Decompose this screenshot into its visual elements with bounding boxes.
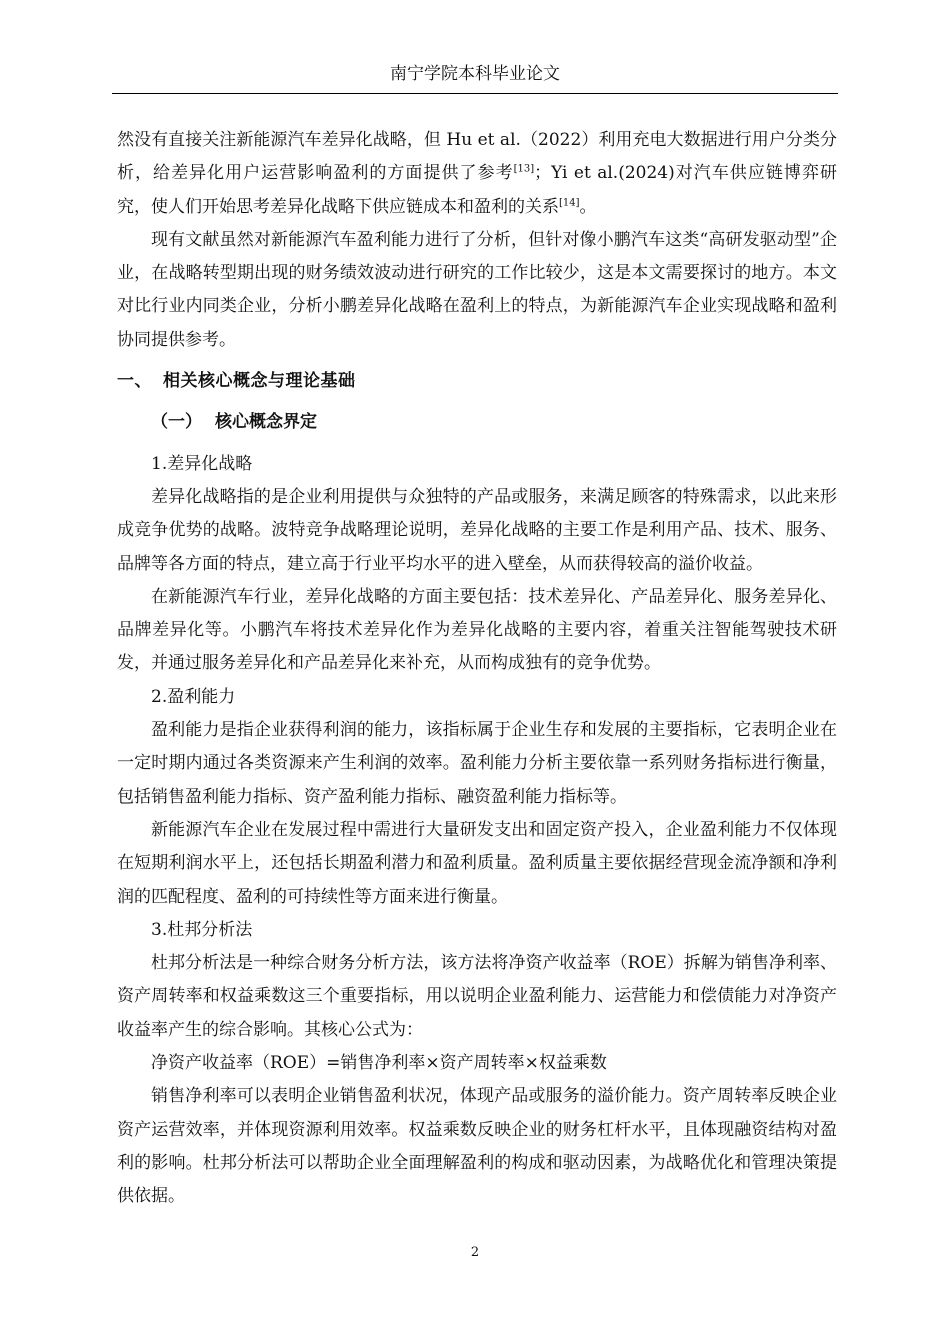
paragraph-differentiation-1: 差异化战略指的是企业利用提供与众独特的产品或服务，来满足顾客的特殊需求，以此来形成竞争优势的战略。波特竞争战略理论说明，差异化战略的主要工作是利用产品、技术、服务、品牌等各方面的特点，建立高于行业平均水平的进入壁垒，从而获得较高的溢价收益。: [117, 486, 837, 574]
subsection-heading: [117, 406, 837, 439]
subheading-profitability: 2.盈利能力: [151, 686, 236, 707]
text-span: 。: [579, 196, 597, 217]
text-span: ；Yi et al.(2024)对汽车供应链博弈研究，使人们开始思考差异化战略下供应链成本和盈利的关系: [117, 163, 837, 217]
dupont-formula: 净资产收益率（ROE）=销售净利率×资产周转率×权益乘数: [151, 1053, 607, 1074]
paragraph-dupont-1: 杜邦分析法是一种综合财务分析方法，该方法将净资产收益率（ROE）拆解为销售净利率、资产周转率和权益乘数这三个重要指标，用以说明企业盈利能力、运营能力和偿债能力对净资产收益率产生的综合影响。其核心公式为：: [117, 953, 837, 1040]
subsection-number: （一）: [151, 412, 202, 433]
citation-14: [14]: [559, 196, 580, 208]
document-body: [117, 124, 837, 1214]
text-span: 然没有直接关注新能源汽车差异化战略，但 Hu et al.（2022）利用充电大数据进行用户分类分析，给差异化用户运营影响盈利的方面提供了参考: [117, 130, 837, 184]
paragraph-profitability-1: 盈利能力是指企业获得利润的能力，该指标属于企业生存和发展的主要指标，它表明企业在一定时期内通过各类资源来产生利润的效率。盈利能力分析主要依靠一系列财务指标进行衡量，包括销售盈利能力指标、资产盈利能力指标、融资盈利能力指标等。: [117, 720, 837, 807]
section-number: 一、: [117, 371, 152, 392]
paragraph-differentiation-2: 在新能源汽车行业，差异化战略的方面主要包括：技术差异化、产品差异化、服务差异化、品牌差异化等。小鹏汽车将技术差异化作为差异化战略的主要内容，着重关注智能驾驶技术研发，并通过服务差异化和产品差异化来补充，从而构成独有的竞争优势。: [117, 586, 837, 674]
paragraph-profitability-2: 新能源汽车企业在发展过程中需进行大量研发支出和固定资产投入，企业盈利能力不仅体现在短期利润水平上，还包括长期盈利潜力和盈利质量。盈利质量主要依据经营现金流净额和净利润的匹配程度、盈利的可持续性等方面来进行衡量。: [117, 819, 837, 907]
paragraph-research-gap: 现有文献虽然对新能源汽车盈利能力进行了分析，但针对像小鹏汽车这类“高研发驱动型”企业，在战略转型期出现的财务绩效波动进行研究的工作比较少，这是本文需要探讨的地方。本文对比行业内同类企业，分析小鹏差异化战略在盈利上的特点，为新能源汽车企业实现战略和盈利协同提供参考。: [117, 229, 837, 350]
subheading-dupont: 3.杜邦分析法: [151, 919, 253, 940]
subsection-title: 核心概念界定: [215, 412, 317, 433]
page-number: 2: [470, 1245, 480, 1260]
paragraph-literature-cont: [117, 124, 837, 224]
subheading-differentiation: 1.差异化战略: [151, 453, 253, 474]
citation-13: [13]: [513, 163, 535, 175]
page-header: 南宁学院本科毕业论文: [390, 64, 560, 84]
section-title: 相关核心概念与理论基础: [163, 371, 356, 392]
paragraph-dupont-2: 销售净利率可以表明企业销售盈利状况，体现产品或服务的溢价能力。资产周转率反映企业资产运营效率，并体现资源利用效率。权益乘数反映企业的财务杠杆水平，且体现融资结构对盈利的影响。杜邦分析法可以帮助企业全面理解盈利的构成和驱动因素，为战略优化和管理决策提供依据。: [117, 1086, 837, 1207]
section-heading-1: [117, 365, 837, 398]
header-rule: [112, 93, 838, 94]
